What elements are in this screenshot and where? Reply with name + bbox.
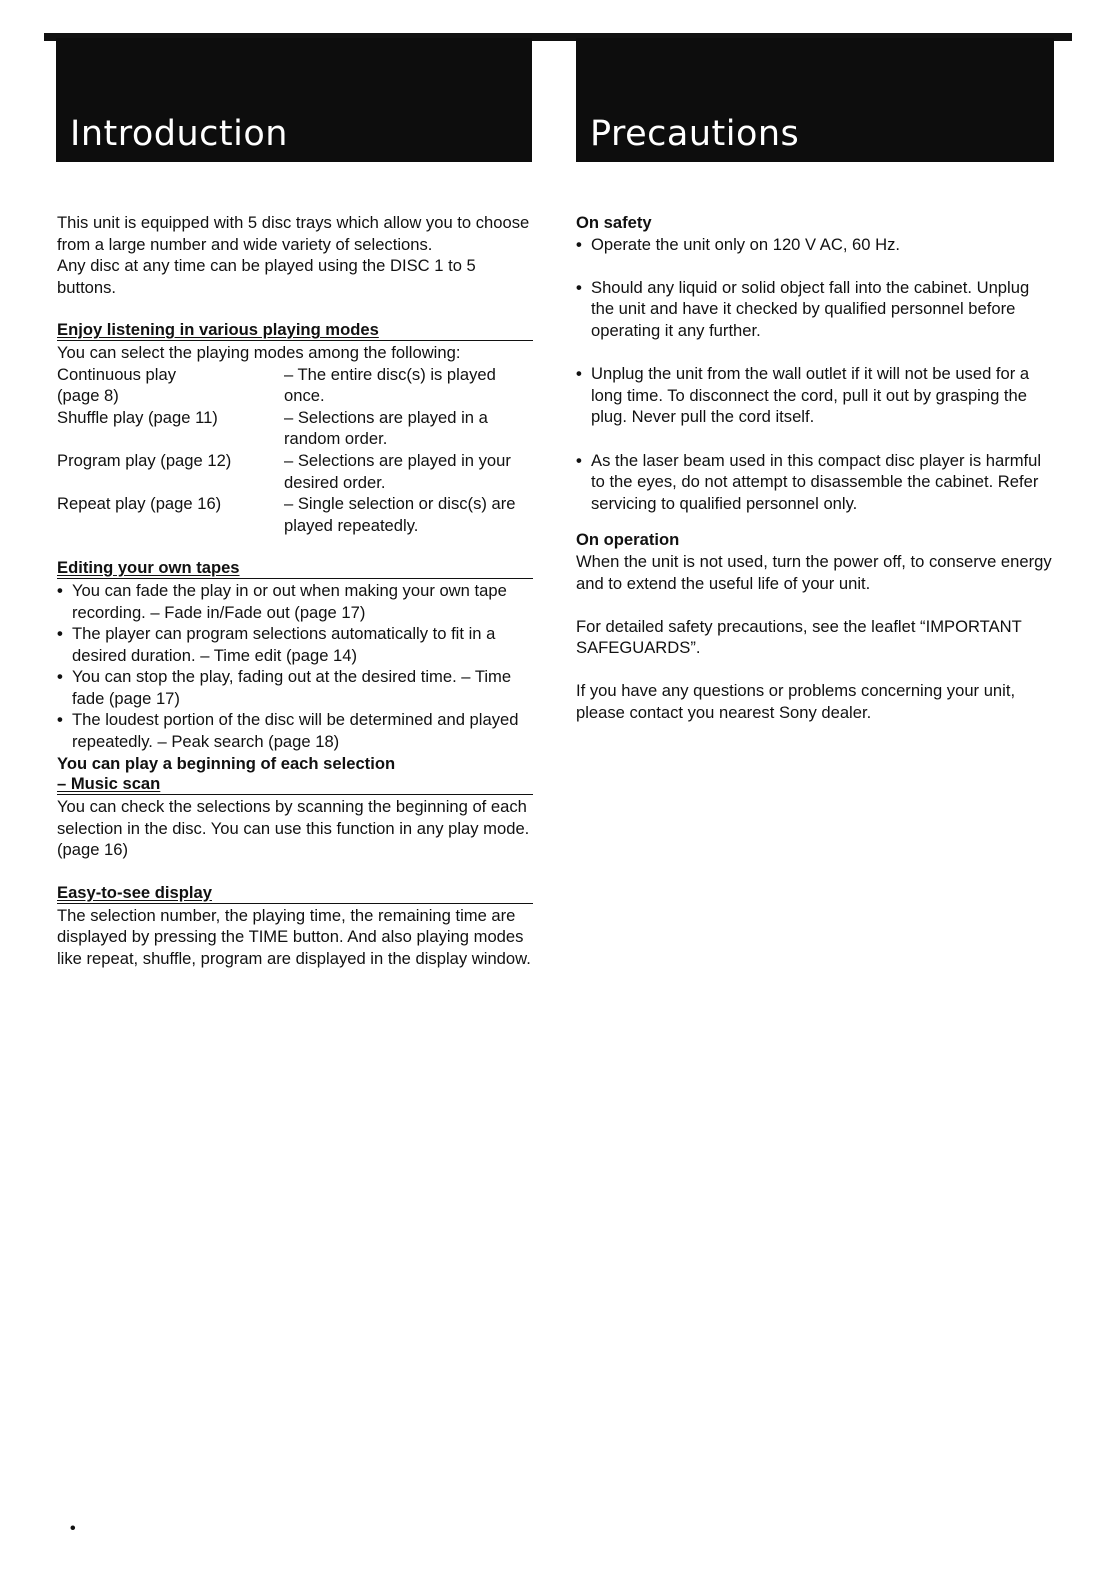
mode-name: Repeat play (page 16) (57, 494, 222, 514)
list-item: • You can stop the play, fading out at the desired time. – Time fade (page 17) (57, 666, 533, 709)
precautions-column (576, 212, 1052, 724)
introduction-column (57, 212, 533, 969)
on-operation-body: When the unit is not used, turn the power off, to conserve energy and to extend the useful life of your unit. (576, 551, 1052, 593)
mode-name: Shuffle play (page 11) (57, 407, 218, 427)
mode-description: – Selections are played in your desired order. (284, 450, 511, 492)
editing-list (57, 580, 533, 753)
playing-modes-heading: Enjoy listening in various playing modes (57, 320, 533, 341)
contact-note: If you have any questions or problems concerning your unit, please contact you nearest Sony dealer. (576, 681, 1016, 723)
list-item: • Unplug the unit from the wall outlet if it will not be used for a long time. To disconnect the cord, pull it out by grasping the plug. Never pull the cord itself. (576, 363, 1052, 428)
on-operation-heading: On operation (576, 530, 680, 550)
music-scan-heading: – Music scan (57, 774, 533, 795)
precautions-title: Precautions (590, 114, 800, 154)
mode-description: – Single selection or disc(s) are played repeatedly. (284, 494, 516, 535)
on-safety-heading: On safety (576, 213, 652, 232)
intro-paragraph-1: This unit is equipped with 5 disc trays which allow you to choose from a large number and wide variety of selections. (57, 213, 530, 254)
list-item: • You can fade the play in or out when making your own tape recording. – Fade in/Fade out (page 17) (57, 580, 533, 623)
list-item: • Operate the unit only on 120 V AC, 60 Hz. (576, 234, 1052, 256)
editing-heading: Editing your own tapes (57, 558, 533, 579)
mode-description: – The entire disc(s) is played once. (284, 364, 496, 406)
list-item: • The loudest portion of the disc will be determined and played repeatedly. – Peak search (page 18) (57, 709, 533, 752)
leaflet-note: For detailed safety precautions, see the leaflet “IMPORTANT SAFEGUARDS”. (576, 616, 1022, 658)
safety-list (576, 234, 1052, 515)
list-item: • The player can program selections automatically to fit in a desired duration. – Time edit (page 14) (57, 623, 533, 666)
footer-mark: • (70, 1520, 76, 1537)
display-heading: Easy-to-see display (57, 883, 533, 904)
intro-paragraph-2: Any disc at any time can be played using the DISC 1 to 5 buttons. (57, 256, 476, 297)
mode-name: Program play (page 12) (57, 450, 232, 470)
introduction-title: Introduction (70, 114, 288, 154)
precautions-banner (576, 38, 1054, 162)
playing-modes-table (57, 364, 533, 537)
mode-name: Continuous play (page 8) (57, 364, 177, 406)
playing-modes-lead: You can select the playing modes among the following: (57, 342, 461, 362)
introduction-banner (56, 38, 532, 162)
display-body: The selection number, the playing time, the remaining time are displayed by pressing the TIME button. And also playing modes like repeat, shuffle, program are displayed in the display window. (57, 905, 531, 968)
list-item: • Should any liquid or solid object fall into the cabinet. Unplug the unit and have it checked by qualified personnel before operating it any further. (576, 277, 1052, 342)
list-item: • As the laser beam used in this compact disc player is harmful to the eyes, do not attempt to disassemble the cabinet. Refer servicing to qualified personnel only. (576, 450, 1052, 515)
music-scan-body: You can check the selections by scanning the beginning of each selection in the disc. You can use this function in any play mode. (page 16) (57, 797, 530, 860)
music-scan-heading-line-1: You can play a beginning of each selection (57, 753, 396, 773)
mode-description: – Selections are played in a random order. (284, 407, 488, 449)
